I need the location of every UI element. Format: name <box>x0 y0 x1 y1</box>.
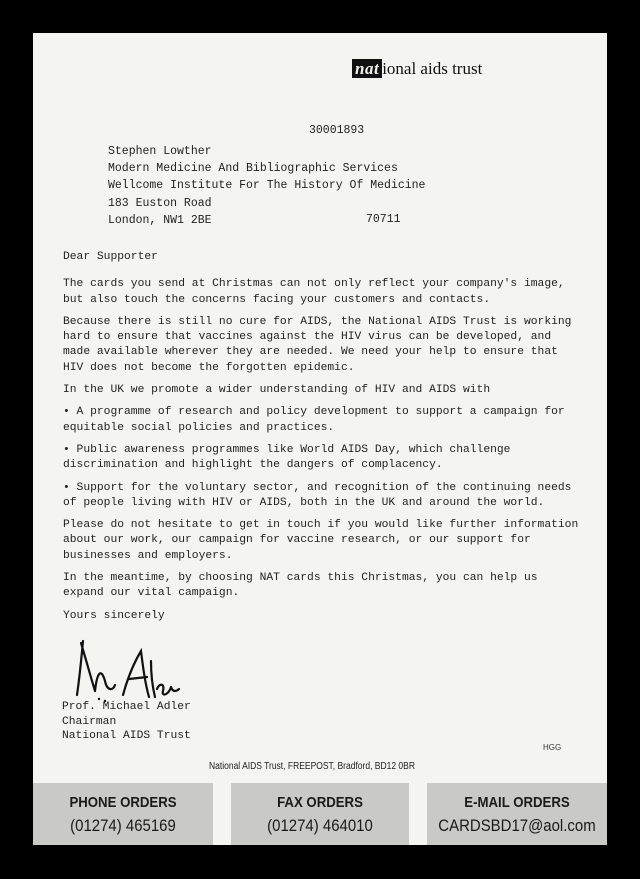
phone-number: (01274) 465169 <box>70 816 176 835</box>
code-number: 70711 <box>366 213 401 226</box>
address-line: Stephen Lowther <box>108 145 212 158</box>
signer-block <box>62 700 191 744</box>
email-address: CARDSBD17@aol.com <box>438 816 596 835</box>
letter-body <box>63 250 583 631</box>
fax-orders-box <box>231 783 409 845</box>
signer-role: Chairman <box>62 715 117 728</box>
signer-name: Prof. Michael Adler <box>62 701 191 713</box>
handwritten-signature <box>71 633 181 703</box>
address-line: Modern Medicine And Bibliographic Services <box>108 162 398 176</box>
email-orders-title: E-MAIL ORDERS <box>464 794 570 811</box>
logo-mark: nat <box>352 59 382 78</box>
freepost-address: National AIDS Trust, FREEPOST, Bradford, BD12 0BR <box>209 761 415 772</box>
phone-orders-title: PHONE ORDERS <box>69 794 177 811</box>
letter-page <box>33 33 607 845</box>
salutation: Dear Supporter <box>63 251 158 263</box>
fax-orders-title: FAX ORDERS <box>277 794 363 811</box>
paragraph: In the meantime, by choosing NAT cards this Christmas, you can help us expand our vital campaign. <box>63 572 538 600</box>
logo-text: ional aids trust <box>382 59 483 78</box>
fax-number: (01274) 464010 <box>267 816 373 835</box>
paragraph: The cards you send at Christmas can not only reflect your company's image, but also touch the concerns facing your customers and contacts. <box>63 278 565 306</box>
order-bar <box>33 783 607 845</box>
address-line: London, NW1 2BE <box>108 213 212 227</box>
reference-number: 30001893 <box>309 124 365 137</box>
paragraph: Please do not hesitate to get in touch if you would like further information about our work, our campaign for vaccine research, or our support for businesses and employers. <box>63 519 579 562</box>
phone-orders-box <box>33 783 213 845</box>
closing: Yours sincerely <box>63 609 165 622</box>
paragraph: Because there is still no cure for AIDS, the National AIDS Trust is working hard to ensure that vaccines against the HIV virus can be developed, and made available wherever they are needed. We need your help to ensure that HIV does not become the forgotten epidemic. <box>63 315 572 374</box>
signer-org: National AIDS Trust <box>62 730 191 742</box>
bullet-item: • Support for the voluntary sector, and recognition of the continuing needs of people living with HIV or AIDS, both in the UK and around the world. <box>63 481 572 509</box>
paragraph: In the UK we promote a wider understanding of HIV and AIDS with <box>63 384 491 397</box>
bullet-item: • Public awareness programmes like World AIDS Day, which challenge discrimination and highlight the dangers of complacency. <box>63 443 511 472</box>
bullet-item: • A programme of research and policy development to support a campaign for equitable social policies and practices. <box>63 406 565 434</box>
address-line: 183 Euston Road <box>108 196 212 210</box>
address-line: Wellcome Institute For The History Of Medicine <box>108 179 426 193</box>
nat-logo <box>352 59 482 79</box>
email-orders-box <box>427 783 607 845</box>
initials: HGG <box>543 743 562 752</box>
